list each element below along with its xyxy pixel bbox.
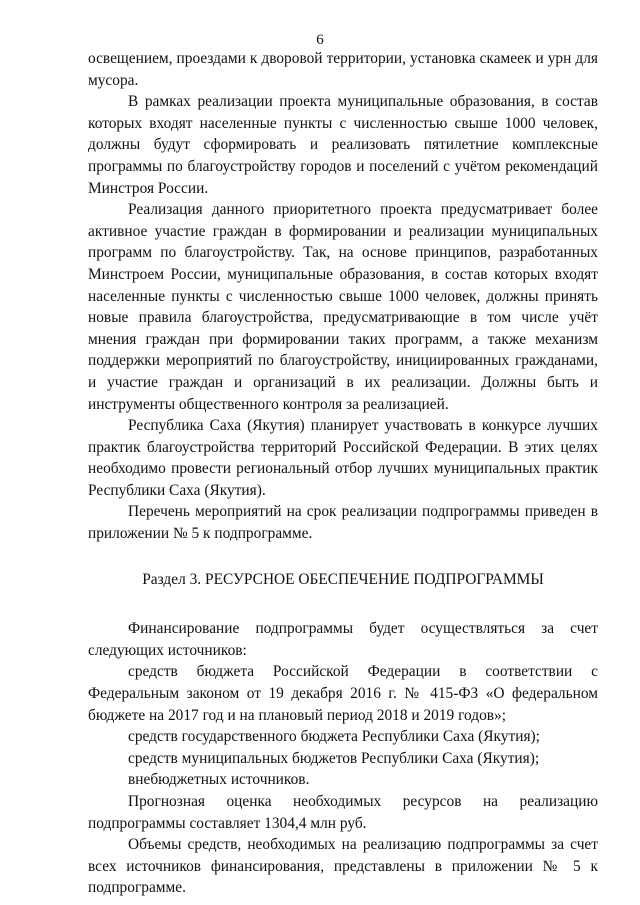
paragraph-state-budget: средств государственного бюджета Республики Саха (Якутия);: [128, 728, 540, 746]
section-heading: Раздел 3. РЕСУРСНОЕ ОБЕСПЕЧЕНИЕ ПОДПРОГРАММЫ: [142, 570, 544, 588]
paragraph-municipal-budgets: средств муниципальных бюджетов Республики Саха (Якутия);: [128, 749, 540, 767]
document-body: [88, 48, 598, 899]
paragraph-continuation: освещением, проездами к дворовой территории, установка скамеек и урн для мусора.: [88, 50, 598, 89]
paragraph-forecast: Прогнозная оценка необходимых ресурсов на реализацию подпрограммы составляет 1304,4 млн руб.: [88, 793, 598, 832]
paragraph-extrabudgetary: внебюджетных источников.: [128, 771, 310, 789]
paragraph-financing: Финансирование подпрограммы будет осуществляться за счет следующих источников:: [88, 620, 598, 659]
page-number: 6: [316, 32, 324, 48]
paragraph-federal-budget: средств бюджета Российской Федерации в соответствии с Федеральным законом от 19 декабря 2016 г. № 415-ФЗ «О федеральном бюджете на 2017 год и на плановый период 2018 и 2019 годов»;: [88, 663, 598, 724]
paragraph-volumes: Объемы средств, необходимых на реализацию подпрограммы за счет всех источников финансирования, представлены в приложении № 5 к подпрограмме.: [88, 836, 598, 897]
paragraph-program-requirement: В рамках реализации проекта муниципальные образования, в состав которых входят населенные пункты с численностью свыше 1000 человек, должны будут сформировать и реализовать пятилетние комплексные программы по благоустройству городов и поселений с учётом рекомендаций Минстроя России.: [88, 93, 598, 197]
paragraph-citizen-participation: Реализация данного приоритетного проекта предусматривает более активное участие граждан в формировании и реализации муниципальных программ по благоустройству. Так, на основе принципов, разработанных Минстроем России, муниципальные образования, в состав которых входят населенные пункты с численностью свыше 1000 человек, должны принять новые правила благоустройства, предусматривающие в том числе учёт мнения граждан при формировании таких программ, а также механизм поддержки мероприятий по благоустройству, инициированных гражданами, и участие граждан и организаций в их реализации. Должны быть и инструменты общественного контроля за реализацией.: [88, 201, 598, 413]
paragraph-contest: Республика Саха (Якутия) планирует участвовать в конкурсе лучших практик благоустройства территорий Российской Федерации. В этих целях необходимо провести региональный отбор лучших муниципальных практик Республики Саха (Якутия).: [88, 417, 598, 499]
paragraph-activities-list: Перечень мероприятий на срок реализации подпрограммы приведен в приложении № 5 к подпрограмме.: [88, 503, 598, 543]
